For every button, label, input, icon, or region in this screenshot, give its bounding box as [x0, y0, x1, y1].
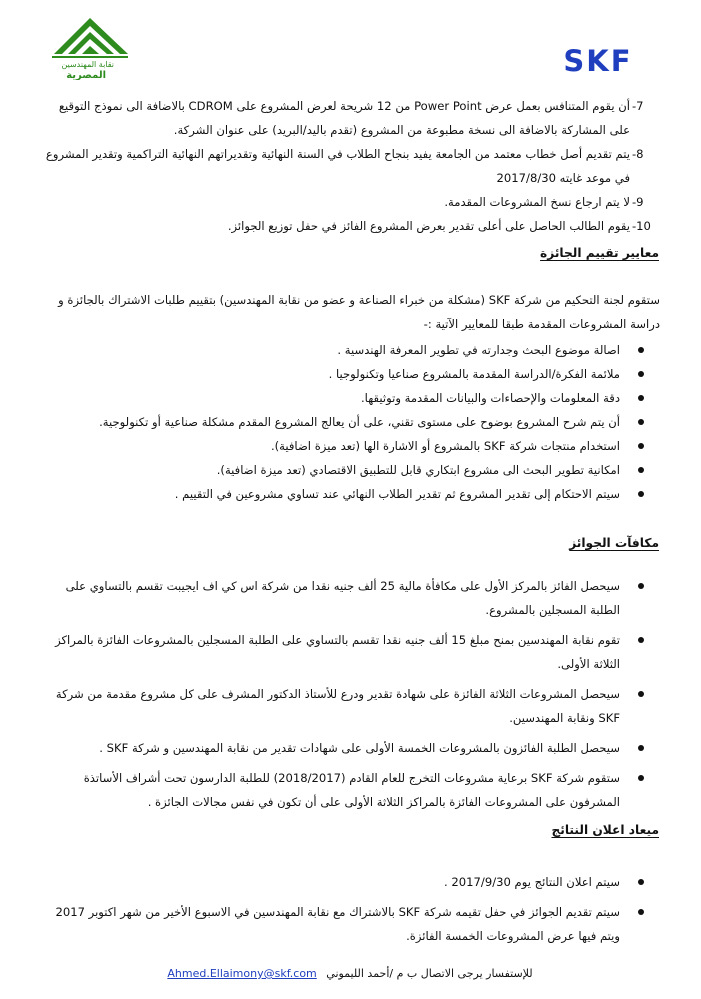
result-item [44, 870, 660, 894]
criteria-item [44, 458, 660, 482]
contact-email-link[interactable]: Ahmed.Ellaimony@skf.com [167, 967, 317, 980]
item-number: -9 [632, 195, 644, 209]
numbered-conditions-list [44, 94, 660, 238]
criteria-item-text: اصالة موضوع البحث وجدارته في تطوير المعرفة الهندسية . [337, 343, 620, 357]
reward-item [44, 682, 660, 730]
numbered-item [44, 94, 660, 142]
numbered-item [44, 214, 660, 238]
rewards-heading: مكافآت الجوائز [569, 536, 659, 550]
reward-item-text: سيحصل الفائز بالمركز الأول على مكافأة مالية 25 ألف جنيه نقدا من شركة اس كي اف ايجيبت تقسم بالتساوي على الطلبة المسجلين بالمشروع. [65, 579, 620, 617]
reward-item [44, 628, 660, 676]
reward-item [44, 766, 660, 814]
bullet-icon [638, 879, 644, 885]
bullet-icon [638, 637, 644, 643]
criteria-intro: ستقوم لجنة التحكيم من شركة SKF (مشكلة من خبراء الصناعة و عضو من نقابة المهندسين) بتقييم طلبات الاشتراك بالجائزة و دراسة المشروعات المقدمة طبقا للمعايير الآتية :- [58, 293, 660, 331]
reward-item [44, 736, 660, 760]
criteria-item [44, 434, 660, 458]
criteria-item-text: ملائمة الفكرة/الدراسة المقدمة بالمشروع صناعيا وتكنولوجيا . [328, 367, 620, 381]
engineers-syndicate-logo [44, 14, 136, 80]
bullet-icon [638, 491, 644, 497]
bullet-icon [638, 691, 644, 697]
contact-label: للإستفسار يرجى الاتصال ب م /أحمد الليموني [326, 967, 533, 980]
svg-text:SKF: SKF [563, 46, 633, 74]
bullet-icon [638, 775, 644, 781]
reward-item-text: سيحصل المشروعات الثلاثة الفائزة على شهادة تقدير ودرع للأستاذ الدكتور المشرف على كل مشروع مقدمة من شركة SKF ونقابة المهندسين. [55, 687, 620, 725]
bullet-icon [638, 419, 644, 425]
results-list [44, 870, 660, 948]
skf-logo-graphic [545, 46, 651, 74]
bullet-icon [638, 467, 644, 473]
result-item-text: سيتم تقديم الجوائز في حفل تقيمه شركة SKF بالاشتراك مع نقابة المهندسين في الاسبوع الأخير من شهر اكتوبر 2017 ويتم فيها عرض المشروعات الخمسة الفائزة. [55, 905, 620, 943]
criteria-item-text: سيتم الاحتكام إلى تقدير المشروع ثم تقدير الطلاب النهائي عند تساوي مشروعين في التقييم . [174, 487, 620, 501]
criteria-item [44, 338, 660, 362]
criteria-item [44, 386, 660, 410]
criteria-item-text: استخدام منتجات شركة SKF بالمشروع أو الاشارة الها (تعد ميزة اضافية). [270, 439, 620, 453]
item-number: -7 [632, 99, 644, 113]
criteria-item-text: دقة المعلومات والإحصاءات والبيانات المقدمة وتوثيقها. [360, 391, 620, 405]
svg-text:المصرية: المصرية [66, 70, 106, 80]
bullet-icon [638, 583, 644, 589]
result-item [44, 900, 660, 948]
numbered-item [44, 142, 660, 190]
item-text: يتم تقديم أصل خطاب معتمد من الجامعة يفيد بنجاح الطلاب في السنة النهائية وتقديراتهم النهائية التراكمية وتقدير المشروع في موعد غايته 2017/8/30 [45, 147, 630, 185]
bullet-icon [638, 395, 644, 401]
criteria-item [44, 482, 660, 506]
reward-item-text: سيحصل الطلبة الفائزون بالمشروعات الخمسة الأولى على شهادات تقدير من نقابة المهندسين و شركة SKF . [99, 741, 620, 755]
criteria-list [44, 338, 660, 506]
bullet-icon [638, 371, 644, 377]
engineers-syndicate-logo-graphic [44, 14, 136, 80]
contact-footer [130, 967, 570, 980]
item-text: لا يتم ارجاع نسخ المشروعات المقدمة. [444, 195, 630, 209]
criteria-item [44, 362, 660, 386]
skf-logo [545, 46, 651, 74]
reward-item-text: ستقوم شركة SKF برعاية مشروعات التخرج للعام القادم (2018/2017) للطلبة الدارسون تحت أشراف الأساتذة المشرفون على المشروعات الفائزة بالمراكز الثلاثة الأولى على أن تكون في نفس مجالات الجائزة . [83, 771, 620, 809]
criteria-heading: معايير تقييم الجائزة [540, 246, 659, 260]
results-heading: ميعاد اعلان النتائج [551, 823, 659, 837]
bullet-icon [638, 443, 644, 449]
bullet-icon [638, 745, 644, 751]
item-text: أن يقوم المتنافس بعمل عرض Power Point من 12 شريحة لعرض المشروع على CDROM بالاضافة الى نموذج التوقيع على المشاركة بالاضافة الى نسخة مطبوعة من المشروع (تقدم باليد/البريد) على عنوان الشركة. [58, 99, 630, 137]
svg-text:نقابة المهندسين: نقابة المهندسين [61, 60, 114, 69]
numbered-item [44, 190, 660, 214]
criteria-item-text: أن يتم شرح المشروع بوضوح على مستوى تقني، على أن يعالج المشروع المقدم مشكلة صناعية أو تكنولوجية. [99, 415, 620, 429]
reward-item [44, 574, 660, 622]
reward-item-text: تقوم نقابة المهندسين بمنح مبلغ 15 ألف جنيه نقدا تقسم بالتساوي على الطلبة المسجلين بالمشروعات الفائزة بالمراكز الثلاثة الأولى. [55, 633, 620, 671]
bullet-icon [638, 909, 644, 915]
item-number: -10 [632, 219, 651, 233]
result-item-text: سيتم اعلان النتائج يوم 2017/9/30 . [444, 875, 620, 889]
item-text: يقوم الطالب الحاصل على أعلى تقدير بعرض المشروع الفائز في حفل توزيع الجوائز. [227, 219, 630, 233]
criteria-item-text: امكانية تطوير البحث الى مشروع ابتكاري قابل للتطبيق الاقتصادي (تعد ميزة اضافية). [216, 463, 620, 477]
rewards-list [44, 574, 660, 814]
bullet-icon [638, 347, 644, 353]
item-number: -8 [632, 147, 644, 161]
criteria-item [44, 410, 660, 434]
